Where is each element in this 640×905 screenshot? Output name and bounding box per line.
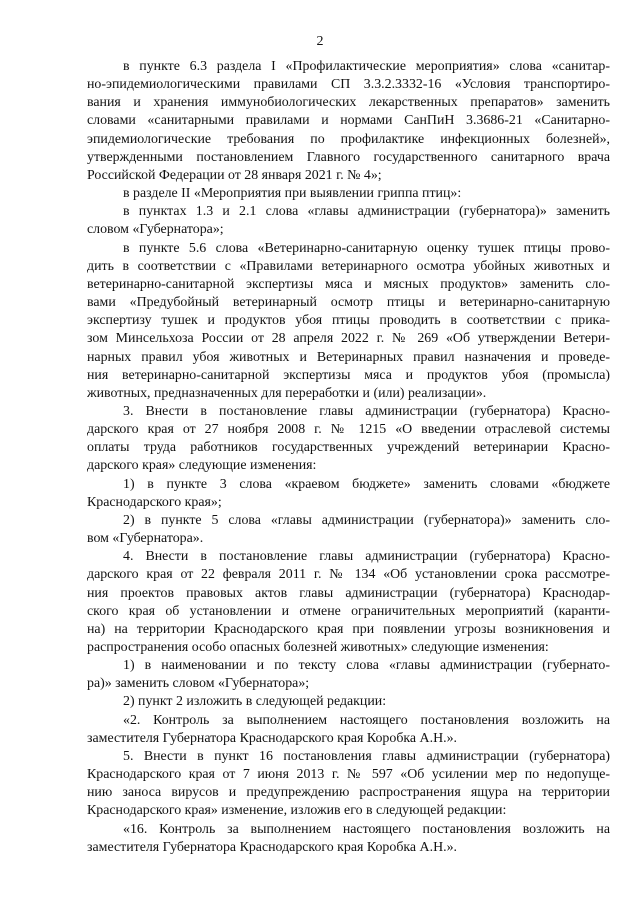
text-line: в разделе II «Мероприятия при выявлении гриппа птиц»: <box>123 186 462 202</box>
text-line: 4. Внести в постановление главы администрации (губернатора) Красно- <box>123 549 610 565</box>
text-line: в пункте 5.6 слова «Ветеринарно-санитарную оценку тушек птицы прово- <box>123 240 610 256</box>
text-line: 5. Внести в пункт 16 постановления главы администрации (губернатора) <box>123 748 610 764</box>
text-line: распространения особо опасных болезней животных» следующие изменения: <box>87 640 549 655</box>
text-line: «16. Контроль за выполнением настоящего постановления возложить на <box>123 821 610 837</box>
text-line: эпидемиологические требования по профилактике инфекционных болезней», <box>87 131 610 147</box>
text-line: Краснодарского края от 7 июня 2013 г. № 597 «Об усилении мер по недопуще- <box>87 767 610 783</box>
text-line: словом «Губернатора»; <box>87 222 224 238</box>
text-line: ния ветеринарно-санитарной экспертизы мяса и продуктов убоя (промысла) <box>87 367 610 383</box>
text-line: зом Минсельхоза России от 28 апреля 2022 г. № 269 «Об утверждении Ветери- <box>87 331 610 347</box>
text-line: нарных правил убоя животных и Ветеринарных правил назначения и проведе- <box>87 349 610 365</box>
text-line: 1) в наименовании и по тексту слова «главы администрации (губернато- <box>123 658 610 674</box>
text-line: в пункте 6.3 раздела I «Профилактические мероприятия» слова «санитар- <box>123 59 610 74</box>
text-line: Краснодарского края»; <box>87 494 222 510</box>
text-line: дить в соответствии с «Правилами ветеринарного осмотра убойных животных и <box>87 258 610 274</box>
text-line: заместителя Губернатора Краснодарского края Коробка А.Н.». <box>87 839 457 855</box>
text-line: Краснодарского края» изменение, изложив его в следующей редакции: <box>87 803 507 819</box>
text-line: вания и хранения иммунобиологических лекарственных препаратов» заменить <box>87 95 610 111</box>
text-line: словами «санитарными правилами и нормами СанПиН 3.3686-21 «Санитарно- <box>87 113 610 129</box>
text-line: заместителя Губернатора Краснодарского края Коробка А.Н.». <box>87 730 457 746</box>
document-body <box>87 58 610 857</box>
text-line: дарского края» следующие изменения: <box>87 458 317 474</box>
text-line: вом «Губернатора». <box>87 531 204 547</box>
text-line: на) на территории Краснодарского края при появлении угрозы возникновения и <box>87 621 610 637</box>
text-line: вами «Предубойный ветеринарный осмотр птицы и ветеринарно-санитарную <box>87 295 610 311</box>
text-line: в пунктах 1.3 и 2.1 слова «главы администрации (губернатора)» заменить <box>123 204 610 220</box>
text-line: 2) пункт 2 изложить в следующей редакции: <box>123 694 387 710</box>
text-line: дарского края от 22 февраля 2011 г. № 134 «Об установлении срока рассмотре- <box>87 567 610 583</box>
text-line: оплаты труда работников государственных учреждений ветеринарии Красно- <box>87 440 610 456</box>
text-line: Российской Федерации от 28 января 2021 г. № 4»; <box>87 167 382 183</box>
text-line: экспертизу тушек и продуктов убоя птицы проводить в соответствии с прика- <box>87 313 610 329</box>
text-line: 1) в пункте 3 слова «краевом бюджете» заменить словами «бюджете <box>123 476 610 492</box>
text-line: ского края об установлении и отмене ограничительных мероприятий (каранти- <box>87 603 610 619</box>
text-line: животных, предназначенных для переработки и (или) реализации». <box>87 385 487 401</box>
text-line: утвержденными постановлением Главного государственного санитарного врача <box>87 149 610 165</box>
text-line: 3. Внести в постановление главы администрации (губернатора) Красно- <box>123 403 610 419</box>
text-line: ра)» заменить словом «Губернатора»; <box>87 676 310 692</box>
text-line: ния проектов правовых актов главы администрации (губернатора) Краснодар- <box>87 585 610 601</box>
text-line: ветеринарно-санитарной экспертизы мяса и мясных продуктов» заменить сло- <box>87 276 610 292</box>
text-line: но-эпидемиологическими правилами СП 3.3.2.3332-16 «Условия транспортиро- <box>87 77 610 93</box>
text-line: «2. Контроль за выполнением настоящего постановления возложить на <box>123 712 610 728</box>
text-line: нию заноса вирусов и предупреждению распространения ящура на территории <box>87 785 610 801</box>
text-line: 2) в пункте 5 слова «главы администрации (губернатора)» заменить сло- <box>123 512 610 528</box>
text-line: дарского края от 27 ноября 2008 г. № 1215 «О введении отраслевой системы <box>87 422 610 438</box>
page-number: 2 <box>316 34 324 49</box>
